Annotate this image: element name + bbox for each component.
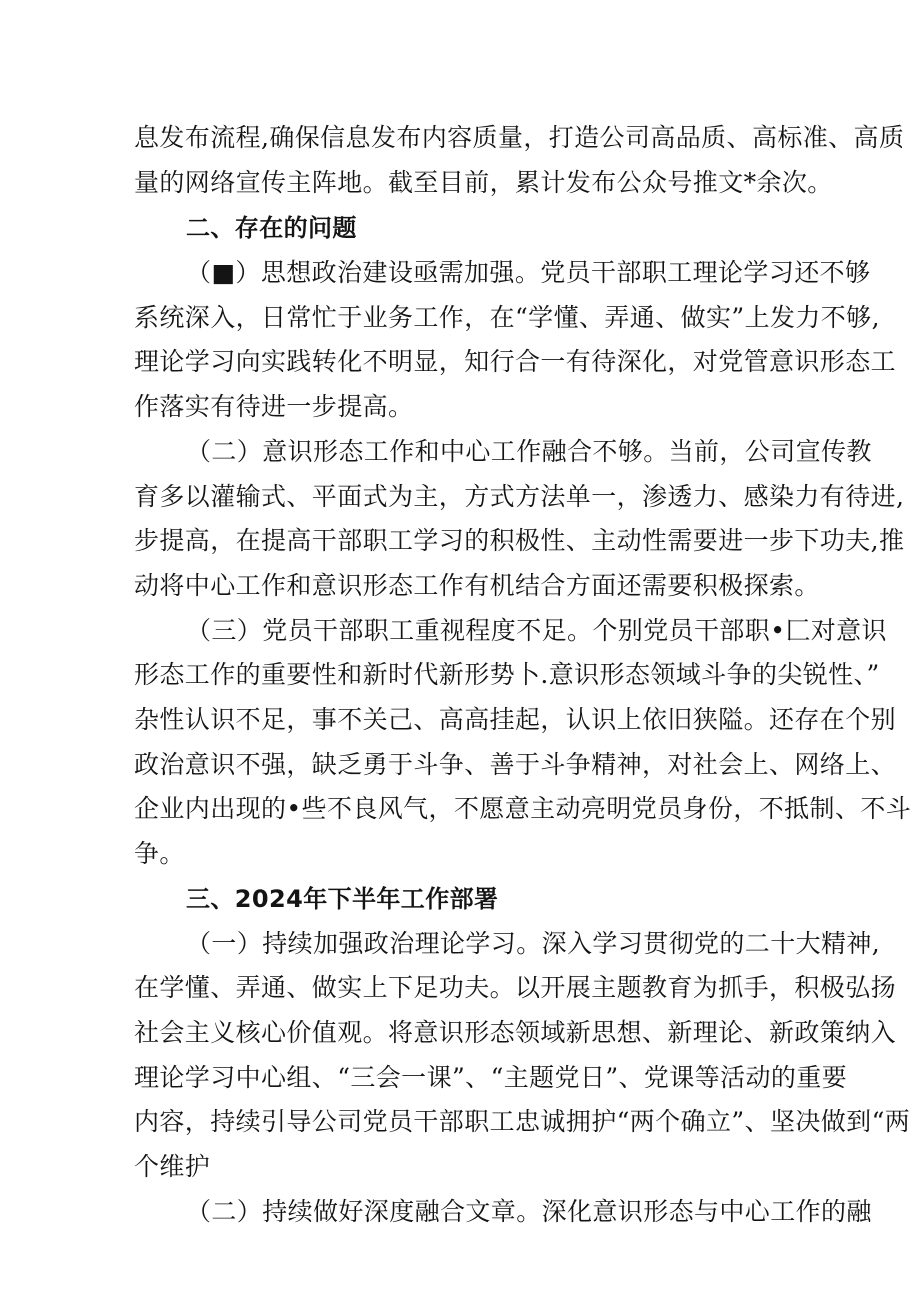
paragraph-line: 动将中心工作和意识形态工作有机结合方面还需要积极探索。 (134, 571, 820, 600)
paragraph-line: 量的网络宣传主阵地。截至目前，累计发布公众号推文*余次。 (134, 168, 833, 197)
paragraph-line: 形态工作的重要性和新时代新形势卜.意识形态领域斗争的尖锐性、” (134, 660, 880, 689)
paragraph-line: 息发布流程,确保信息发布内容质量，打造公司高品质、高标准、高质 (134, 123, 905, 152)
section-heading: 二、存在的问题 (186, 214, 357, 242)
paragraph-line: 步提高，在提高干部职工学习的积极性、主动性需要进一步下功夫,推 (134, 526, 905, 555)
paragraph-line: （一）持续加强政治理论学习。深入学习贯彻党的二十大精神, (186, 929, 881, 958)
paragraph-line: 社会主义核心价值观。将意识形态领域新思想、新理论、新政策纳入 (134, 1018, 897, 1047)
paragraph-line: 系统深入，日常忙于业务工作，在“学懂、弄通、做实”上发力不够, (134, 303, 880, 332)
paragraph-line: （二）持续做好深度融合文章。深化意识形态与中心工作的融 (186, 1197, 872, 1226)
paragraph-line: 企业内出现的•些不良风气，不愿意主动亮明党员身份，不抵制、不斗 (134, 794, 912, 823)
paragraph-line: 个维护 (134, 1152, 211, 1181)
paragraph-line: 争。 (134, 839, 185, 868)
paragraph-line: 理论学习向实践转化不明显，知行合一有待深化，对党管意识形态工 (134, 347, 897, 376)
paragraph-line: 杂性认识不足，事不关己、高高挂起，认识上依旧狭隘。还存在个别 (134, 705, 897, 734)
paragraph-line: 内容，持续引导公司党员干部职工忠诚拥护“两个确立”、坚决做到“两 (134, 1107, 911, 1136)
section-heading: 三、2024年下半年工作部署 (186, 885, 499, 913)
paragraph-line: 在学懂、弄通、做实上下足功夫。以开展主题教育为抓手，积极弘扬 (134, 973, 897, 1002)
paragraph-line: 理论学习中心组、“三会一课”、“主题党日”、党课等活动的重要 (134, 1063, 848, 1092)
paragraph-line: （二）意识形态工作和中心工作融合不够。当前，公司宣传教 (186, 437, 872, 466)
paragraph-line: 育多以灌输式、平面式为主，方式方法单一，渗透力、感染力有待进, (134, 482, 905, 511)
paragraph-line: （三）党员干部职工重视程度不足。个别党员干部职•匚对意识 (186, 616, 887, 645)
paragraph-line: （■）思想政治建设亟需加强。党员干部职工理论学习还不够 (186, 258, 871, 287)
paragraph-line: 作落实有待进一步提高。 (134, 392, 414, 421)
paragraph-line: 政治意识不强，缺乏勇于斗争、善于斗争精神，对社会上、网络上、 (134, 750, 897, 779)
